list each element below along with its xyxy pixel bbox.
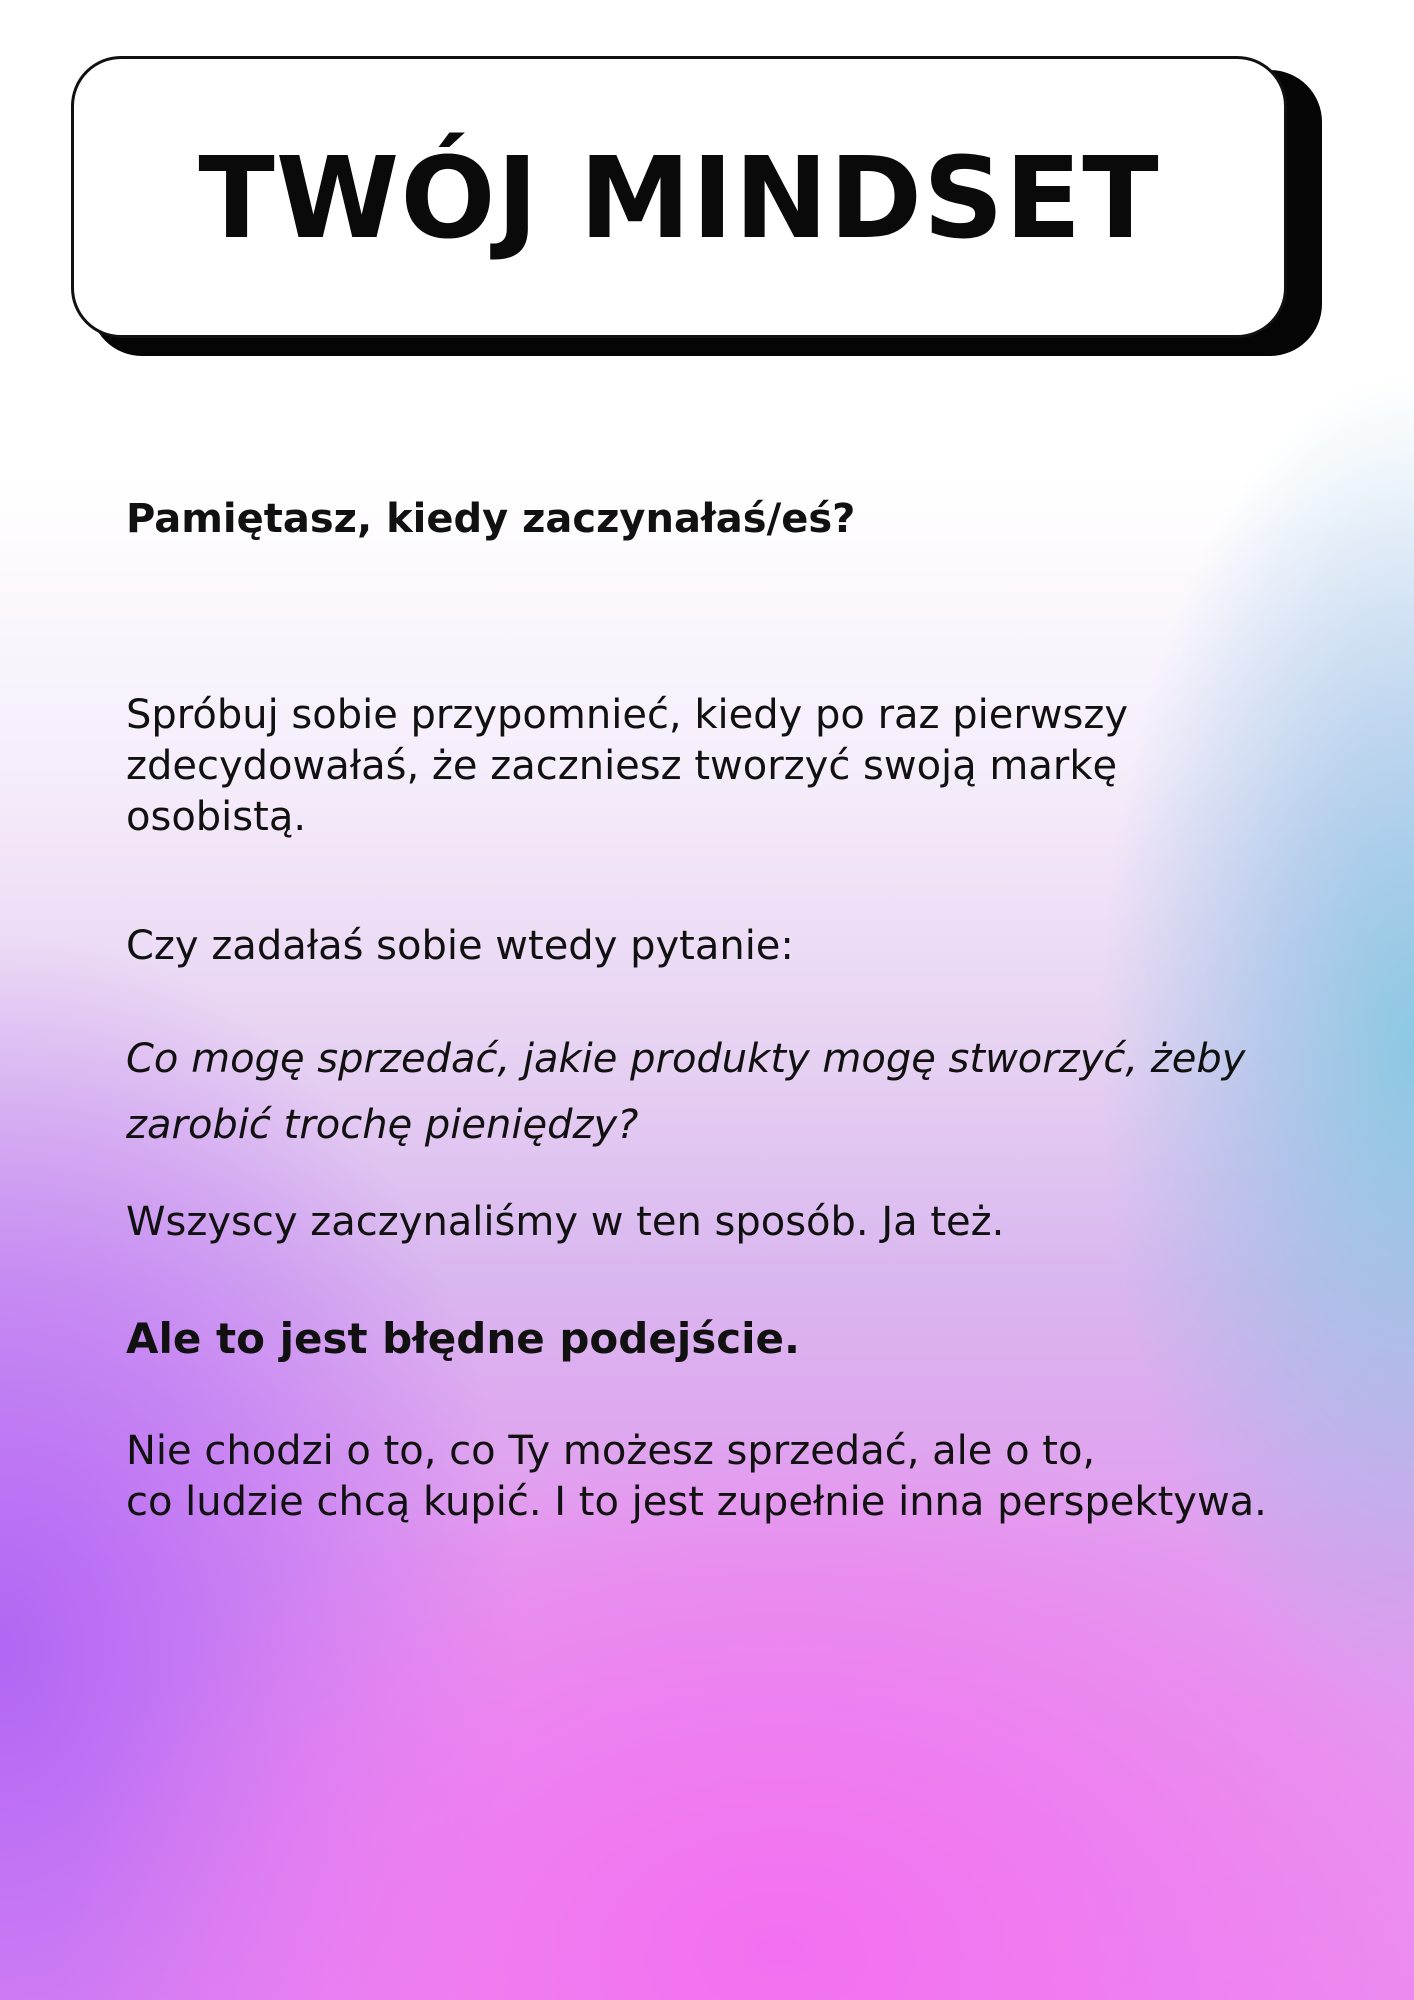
paragraph-wrong-approach: Ale to jest błędne podejście. xyxy=(126,1314,800,1363)
paragraph-question-intro: Czy zadałaś sobie wtedy pytanie: xyxy=(126,923,794,969)
paragraph-line: Nie chodzi o to, co Ty możesz sprzedać, ale o to, xyxy=(126,1428,1096,1474)
paragraph-everyone: Wszyscy zaczynaliśmy w ten sposób. Ja też. xyxy=(126,1199,1005,1245)
quote-line: zarobić trochę pieniędzy? xyxy=(126,1102,639,1148)
quote-line: Co mogę sprzedać, jakie produkty mogę stworzyć, żeby xyxy=(126,1036,1246,1082)
paragraph-recall xyxy=(126,690,1128,843)
page-title: TWÓJ MINDSET xyxy=(198,134,1160,264)
section-heading: Pamiętasz, kiedy zaczynałaś/eś? xyxy=(126,496,856,542)
title-box xyxy=(71,56,1287,338)
paragraph-line: co ludzie chcą kupić. I to jest zupełnie inna perspektywa. xyxy=(126,1479,1267,1525)
paragraph-question-quote xyxy=(126,1026,1245,1158)
paragraph-line: Spróbuj sobie przypomnieć, kiedy po raz pierwszy xyxy=(126,692,1129,738)
paragraph-line: zdecydowałaś, że zaczniesz tworzyć swoją markę xyxy=(126,743,1118,789)
paragraph-line: osobistą. xyxy=(126,794,307,840)
paragraph-perspective xyxy=(126,1426,1267,1528)
